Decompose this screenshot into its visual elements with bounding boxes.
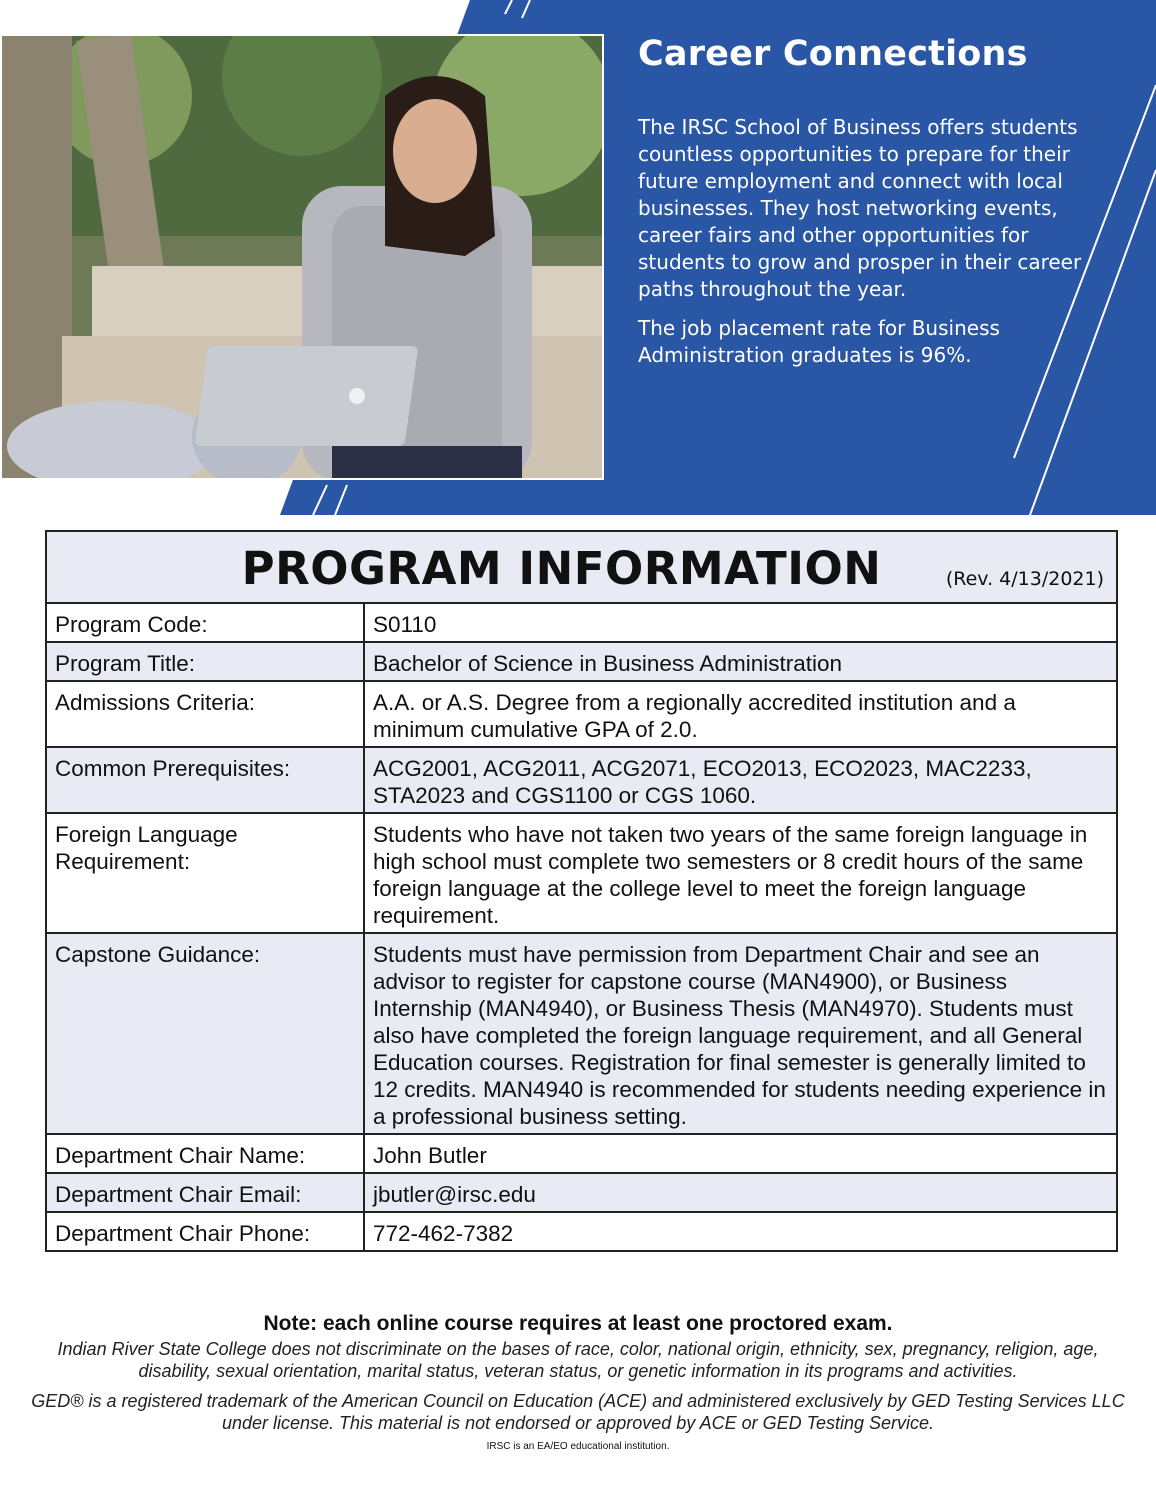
row-label: Foreign Language Requirement: [47, 813, 364, 933]
row-value: Students who have not taken two years of the same foreign language in high school must complete two semesters or 8 credit hours of the same foreign language at the college level to meet the foreign language requirement. [364, 813, 1116, 933]
row-label: Department Chair Email: [47, 1173, 364, 1212]
table-row [47, 1173, 1116, 1212]
program-table [47, 604, 1116, 1250]
program-information [45, 530, 1118, 1252]
row-label: Program Title: [47, 642, 364, 681]
row-value: John Butler [364, 1134, 1116, 1173]
career-title: Career Connections [638, 34, 1028, 74]
nondiscrimination-statement: Indian River State College does not discriminate on the bases of race, color, national origin, ethnicity, sex, pregnancy, religion, age, disability, sexual orientation, marital status, veteran status, or genetic information in its programs and activities. [57, 1339, 1099, 1381]
footer [0, 1310, 1156, 1454]
row-label: Capstone Guidance: [47, 933, 364, 1134]
table-row [47, 747, 1116, 813]
chair-phone: 772-462-7382 [364, 1212, 1116, 1250]
table-row [47, 933, 1116, 1134]
program-header [47, 532, 1116, 604]
career-paragraph: The IRSC School of Business offers students countless opportunities to prepare for their future employment and connect with local businesses. They host networking events, career fairs and other opportunities for students to grow and prosper in their career paths throughout the year. [638, 115, 1082, 301]
table-row [47, 642, 1116, 681]
table-row [47, 813, 1116, 933]
placement-paragraph: The job placement rate for Business Administration graduates is 96%. [638, 316, 1000, 367]
row-label: Admissions Criteria: [47, 681, 364, 747]
row-label: Department Chair Phone: [47, 1212, 364, 1250]
table-row [47, 1134, 1116, 1173]
ea-eo-statement: IRSC is an EA/EO educational institution. [486, 1441, 670, 1452]
row-label: Department Chair Name: [47, 1134, 364, 1173]
row-value: A.A. or A.S. Degree from a regionally accredited institution and a minimum cumulative GPA of 2.0. [364, 681, 1116, 747]
chair-email: jbutler@irsc.edu [364, 1173, 1116, 1212]
row-value: ACG2001, ACG2011, ACG2071, ECO2013, ECO2023, MAC2233, STA2023 and CGS1100 or CGS 1060. [364, 747, 1116, 813]
program-title: PROGRAM INFORMATION [241, 542, 882, 595]
student-photo [0, 34, 604, 480]
table-row [47, 604, 1116, 642]
table-row [47, 681, 1116, 747]
row-value: Students must have permission from Department Chair and see an advisor to register for capstone course (MAN4900), or Business Internship (MAN4940), or Business Thesis (MAN4970). Students must also have completed the foreign language requirement, and all General Education courses. Registration for final semester is generally limited to 12 credits. MAN4940 is recommended for students needing experience in a professional business setting. [364, 933, 1116, 1134]
career-connections [638, 30, 1108, 381]
ged-trademark-notice: GED® is a registered trademark of the American Council on Education (ACE) and administered exclusively by GED Testing Services LLC under license. This material is not endorsed or approved by ACE or GED Testing Service. [31, 1391, 1125, 1433]
row-value: Bachelor of Science in Business Administration [364, 642, 1116, 681]
row-label: Common Prerequisites: [47, 747, 364, 813]
revision-date: (Rev. 4/13/2021) [945, 568, 1104, 590]
table-row [47, 1212, 1116, 1250]
row-label: Program Code: [47, 604, 364, 642]
row-value: S0110 [373, 612, 437, 637]
proctored-exam-note: Note: each online course requires at least one proctored exam. [263, 1312, 893, 1335]
